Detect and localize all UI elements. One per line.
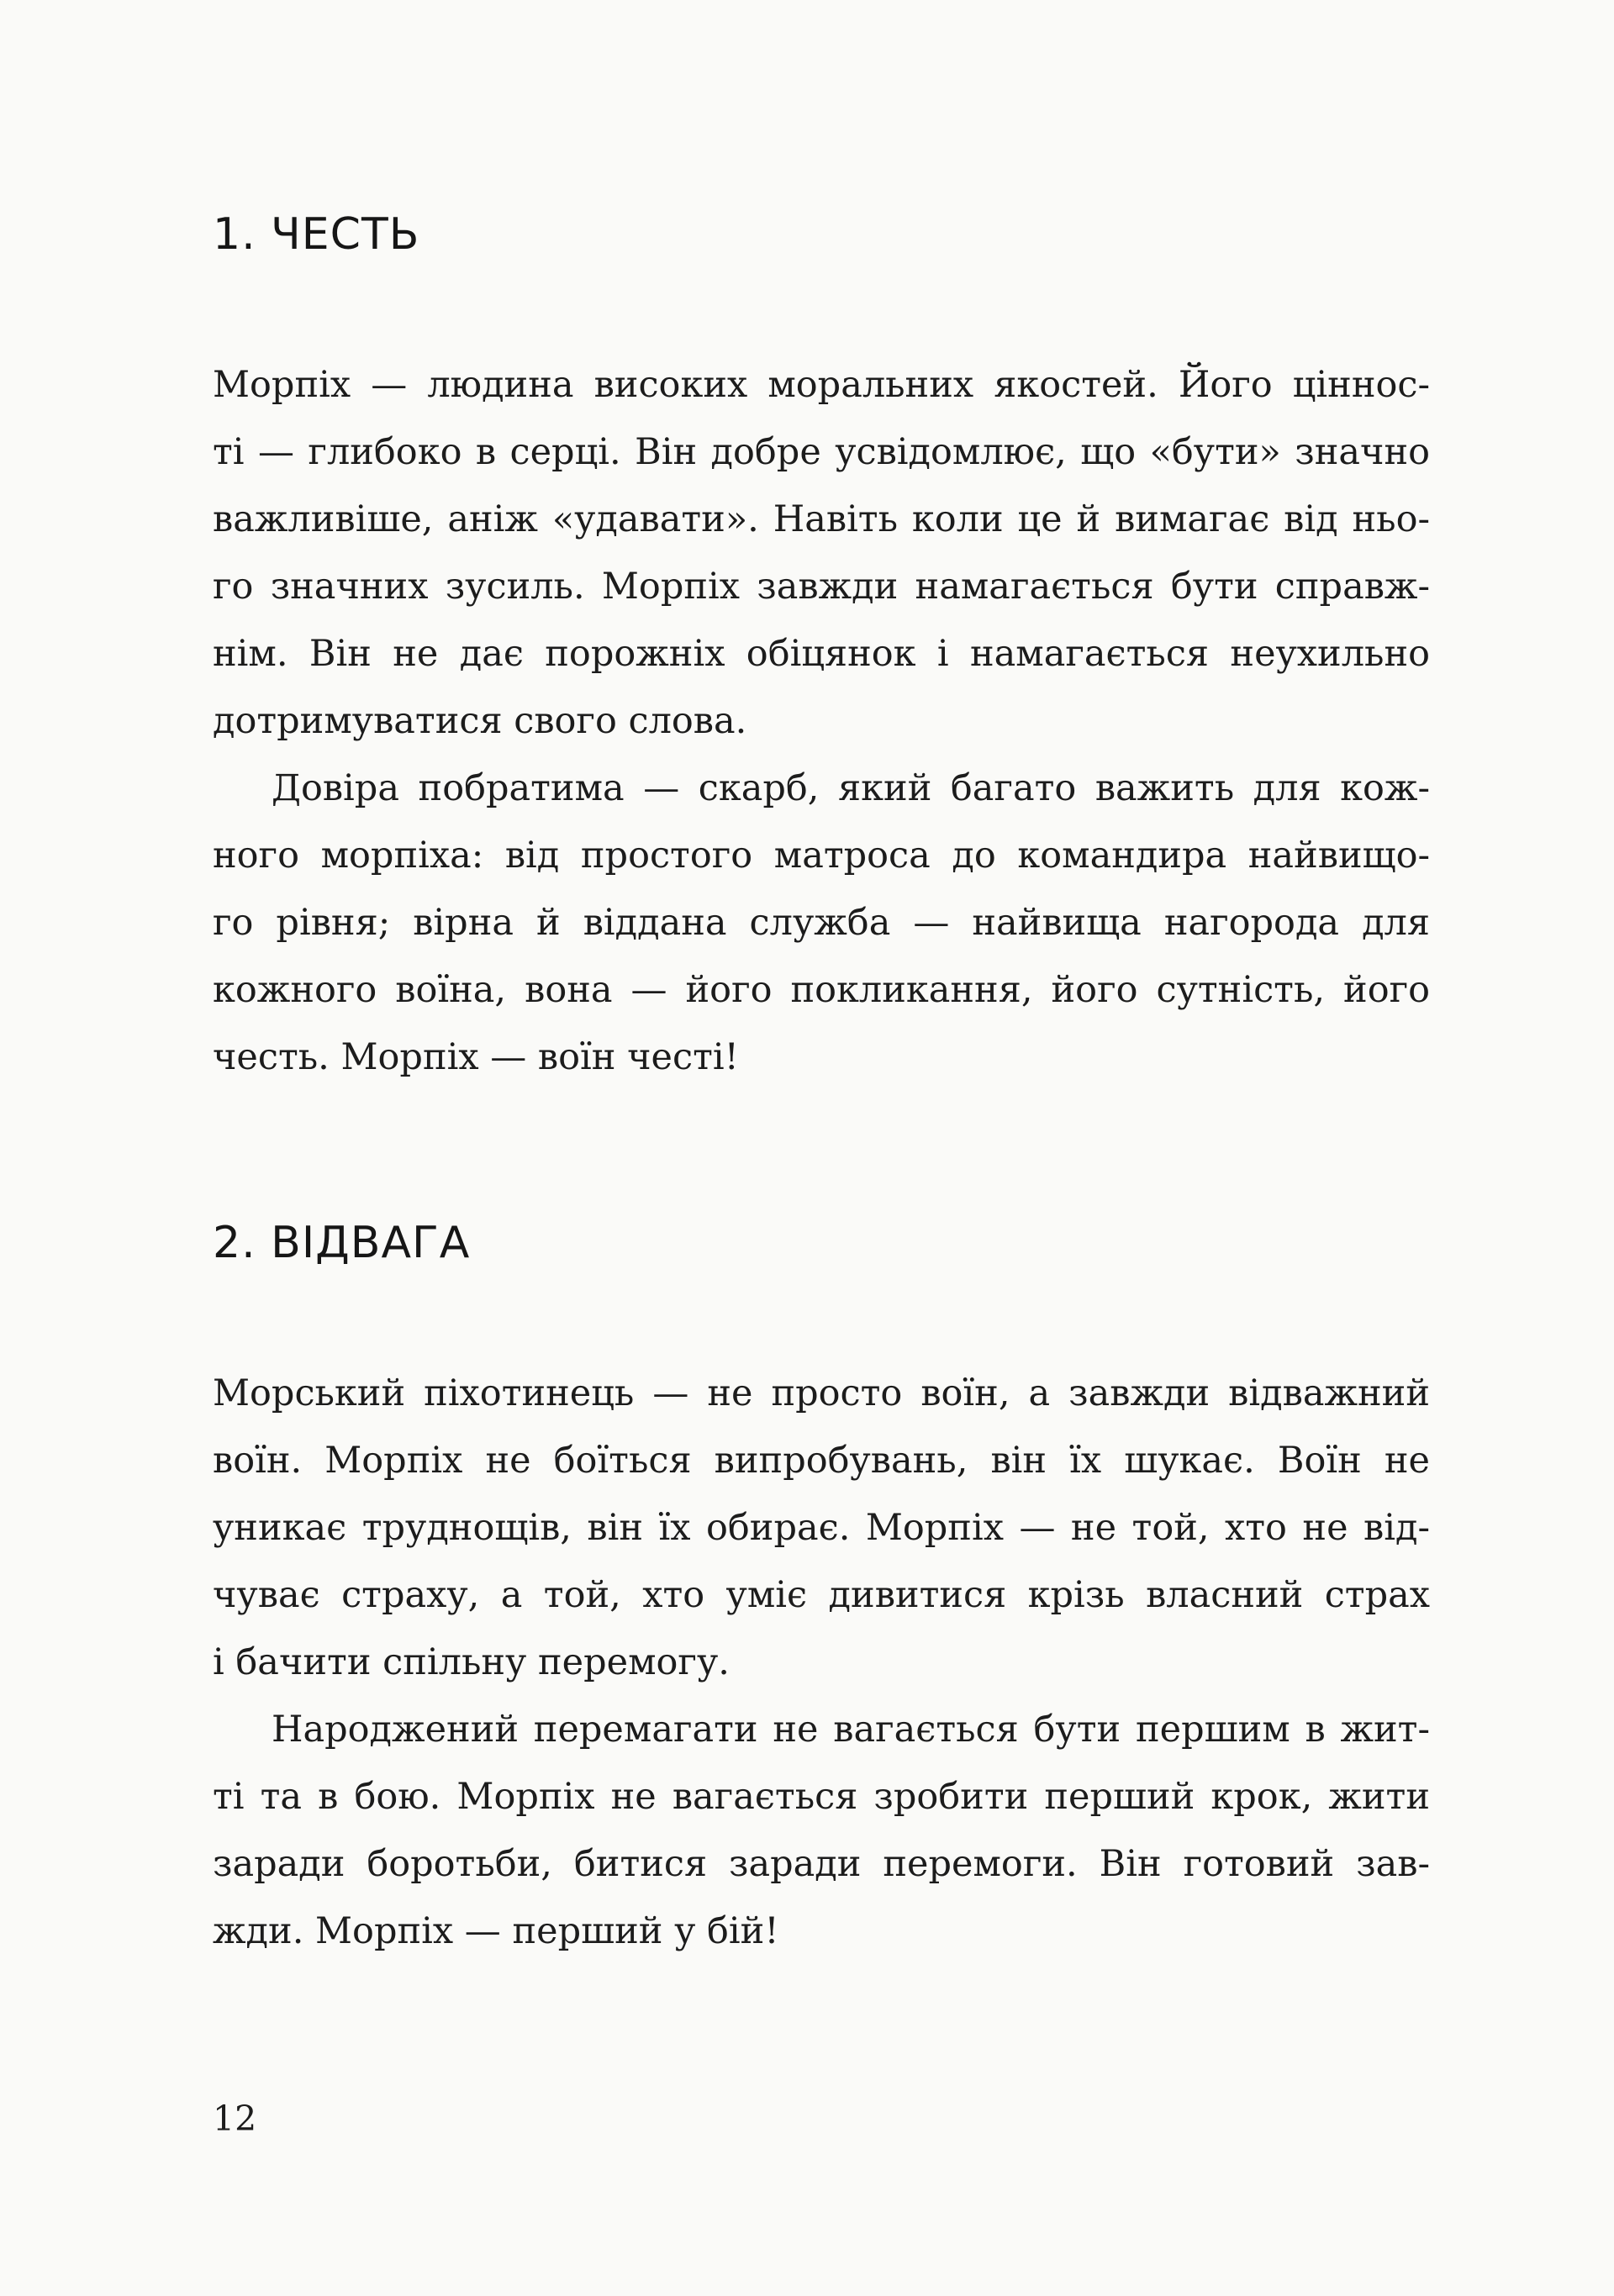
text-line: важливіше, аніж «удавати». Навіть коли це й вимагає від ньо-	[213, 498, 1430, 540]
text-line: ного морпіха: від простого матроса до командира найвищо-	[213, 835, 1430, 877]
text-block	[213, 0, 1430, 1965]
text-line: честь. Морпіх — воїн честі!	[213, 1036, 739, 1078]
section-1-paragraphs	[213, 351, 1430, 1091]
text-line: Морський піхотинець — не просто воїн, а завжди відважний	[213, 1372, 1430, 1414]
text-line: і бачити спільну перемогу.	[213, 1641, 730, 1683]
section-1-heading: 1. ЧЕСТЬ	[213, 209, 420, 260]
text-line: Морпіх — людина високих моральних якостей. Його ціннос-	[213, 364, 1430, 406]
section-courage	[213, 1217, 1430, 1965]
text-line: Народжений перемагати не вагається бути першим в жит-	[272, 1709, 1430, 1751]
text-line: ті — глибоко в серці. Він добре усвідомлює, що «бути» значно	[213, 431, 1430, 473]
text-line: ті та в бою. Морпіх не вагається зробити перший крок, жити	[213, 1776, 1430, 1818]
text-line: го рівня; вірна й віддана служба — найвища нагорода для	[213, 902, 1430, 944]
section-2-paragraphs	[213, 1360, 1430, 1965]
text-line: чуває страху, а той, хто уміє дивитися крізь власний страх	[213, 1574, 1430, 1616]
text-line: го значних зусиль. Морпіх завжди намагається бути справж-	[213, 566, 1430, 608]
text-line: Довіра побратима — скарб, який багато важить для кож-	[272, 767, 1430, 809]
section-honor	[213, 208, 1430, 1091]
text-line: дотримуватися свого слова.	[213, 700, 747, 742]
paragraph	[213, 1360, 1430, 1696]
paragraph	[213, 1696, 1430, 1965]
text-line: воїн. Морпіх не боїться випробувань, він їх шукає. Воїн не	[213, 1440, 1430, 1482]
text-line: кожного воїна, вона — його покликання, його сутність, його	[213, 969, 1430, 1011]
section-2-heading: 2. ВІДВАГА	[213, 1218, 471, 1268]
text-line: нім. Він не дає порожніх обіцянок і намагається неухильно	[213, 633, 1430, 675]
text-line: заради боротьби, битися заради перемоги. Він готовий зав-	[213, 1843, 1430, 1885]
page-number: 12	[213, 2099, 257, 2139]
paragraph	[213, 755, 1430, 1091]
text-line: уникає труднощів, він їх обирає. Морпіх — не той, хто не від-	[213, 1507, 1430, 1549]
text-line: жди. Морпіх — перший у бій!	[213, 1910, 779, 1952]
paragraph	[213, 351, 1430, 755]
